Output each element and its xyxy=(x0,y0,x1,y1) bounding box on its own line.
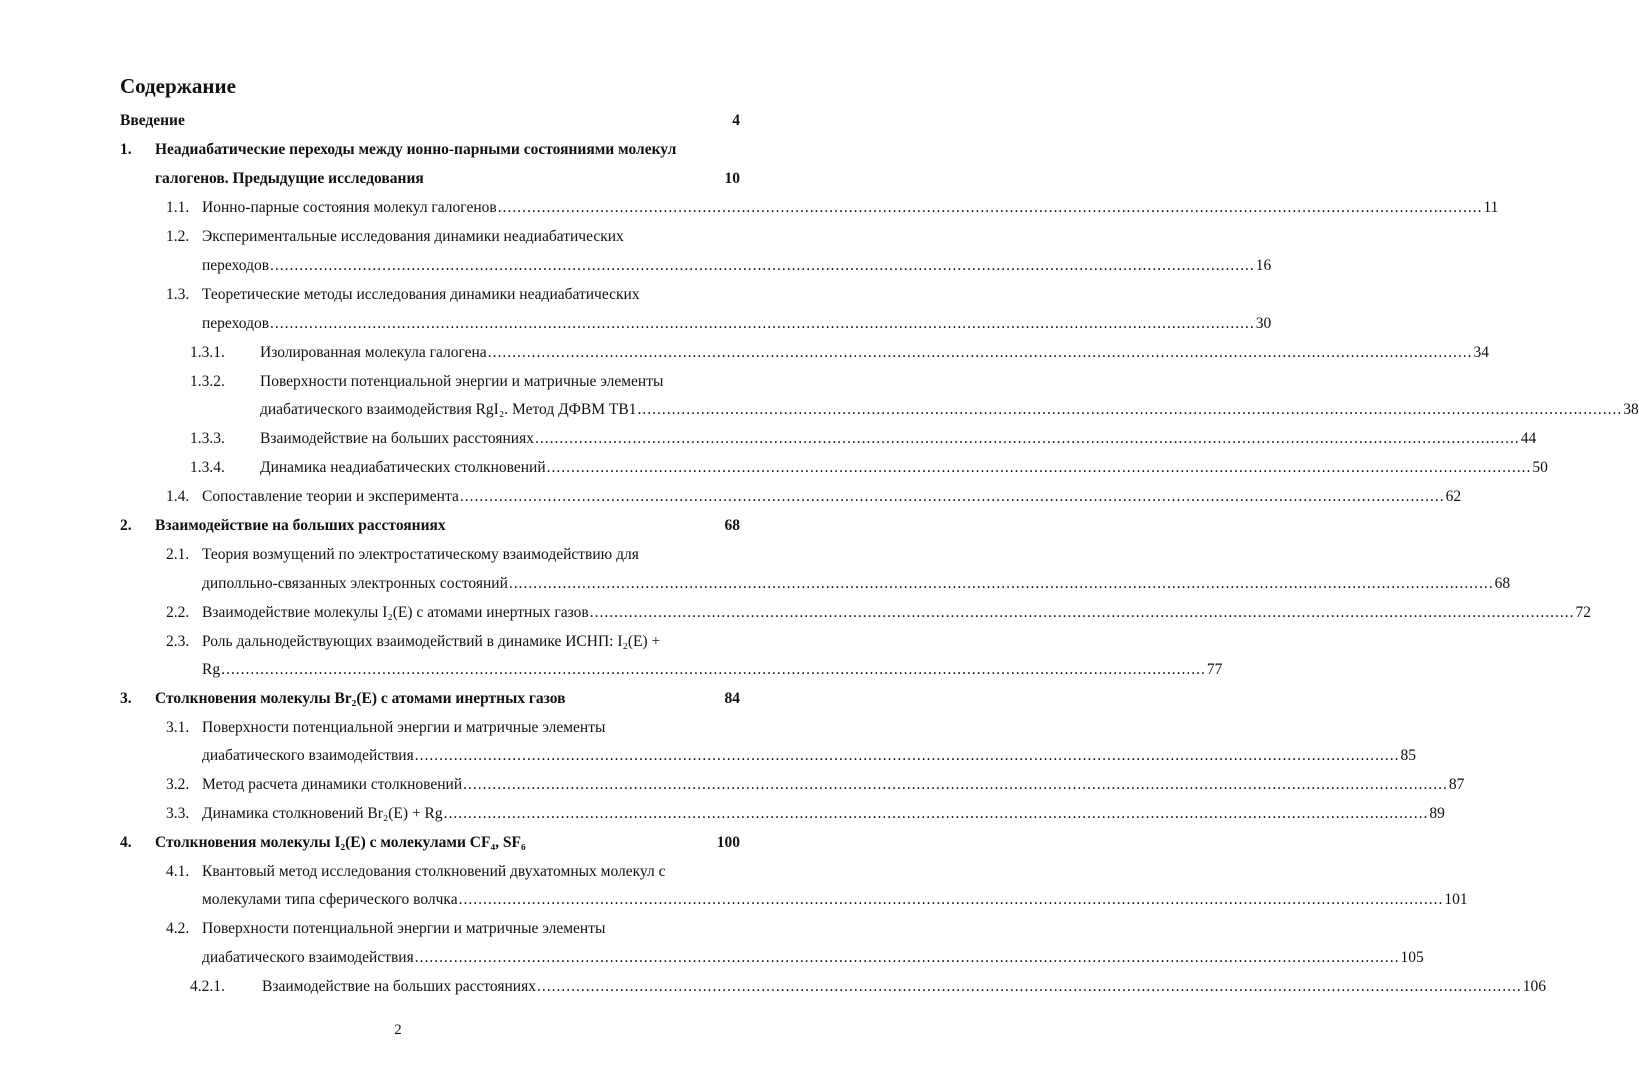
toc-section-1-1 xyxy=(166,198,1499,218)
toc-entry-number: 4.2. xyxy=(166,920,190,937)
toc-entry-page: 68 xyxy=(724,517,740,534)
toc-entry-title: Динамика неадиабатических столкновений xyxy=(260,459,546,476)
toc-entry-number: 3.3. xyxy=(166,805,190,822)
toc-entry-page: 34 xyxy=(1473,344,1489,361)
toc-entry-page: 44 xyxy=(1520,430,1537,447)
toc-entry-number: 1.3.2. xyxy=(190,373,225,390)
page-title: Содержание xyxy=(120,74,236,98)
toc-entry-number: 2. xyxy=(120,517,132,534)
toc-entry-title: Взаимодействие на больших расстояниях xyxy=(260,430,534,447)
toc-entry-title: переходов xyxy=(202,257,270,274)
toc-entry-page: 84 xyxy=(724,690,740,707)
toc-entry-title: Ионно-парные состояния молекул галогенов xyxy=(202,199,497,216)
toc-section-1-2-cont xyxy=(202,256,1272,276)
toc-chapter-2 xyxy=(120,516,740,536)
toc-entry-title: переходов xyxy=(202,315,270,332)
toc-section-1-3-cont xyxy=(202,314,1272,334)
toc-subsection-1-3-3 xyxy=(190,429,1537,449)
toc-entry-page: 10 xyxy=(724,170,740,187)
toc-entry-title: Rg xyxy=(202,661,221,678)
toc-section-2-3-cont xyxy=(202,660,1223,680)
toc-leader: .......................................................................................................................................................................................................... xyxy=(458,891,1444,908)
toc-entry-page: 101 xyxy=(1444,891,1468,908)
toc-section-2-1-cont xyxy=(202,574,1511,594)
toc-section-2-3 xyxy=(166,632,740,652)
toc-entry-title: Взаимодействие на больших расстояниях xyxy=(262,978,536,995)
toc-entry-number: 2.1. xyxy=(166,546,190,563)
toc-entry-title: галогенов. Предыдущие исследования xyxy=(155,170,424,187)
toc-entry-page: 11 xyxy=(1483,199,1499,216)
toc-entry-title: Столкновения молекулы I₂(E) с молекулами CF₄, SF₆ xyxy=(155,834,526,851)
toc-entry-title: Квантовый метод исследования столкновений двухатомных молекул с xyxy=(202,863,666,880)
toc-leader: .......................................................................................................................................................................................................... xyxy=(534,430,1520,447)
toc-entry-number: 4.2.1. xyxy=(190,978,225,995)
toc-leader: .......................................................................................................................................................................................................... xyxy=(589,604,1575,621)
toc-entry-title: диабатического взаимодействия xyxy=(202,747,414,764)
toc-entry-number: 4. xyxy=(120,834,132,851)
toc-entry-page: 62 xyxy=(1445,488,1462,505)
toc-entry-page: 68 xyxy=(1494,575,1511,592)
toc-section-4-1 xyxy=(166,862,740,882)
toc-entry-page: 87 xyxy=(1448,776,1465,793)
toc-section-3-1 xyxy=(166,718,740,738)
toc-entry-number: 1.3.3. xyxy=(190,430,225,447)
page-number: 2 xyxy=(394,1022,402,1038)
toc-leader: .......................................................................................................................................................................................................... xyxy=(459,488,1445,505)
toc-subsection-1-3-1 xyxy=(190,343,1489,363)
toc-entry-title: диабатического взаимодействия xyxy=(202,949,414,966)
toc-entry-title: Изолированная молекула галогена xyxy=(260,344,487,361)
toc-section-2-1 xyxy=(166,545,740,565)
toc-entry-page: 77 xyxy=(1206,661,1223,678)
toc-section-1-4 xyxy=(166,487,1462,507)
toc-leader: .......................................................................................................................................................................................................... xyxy=(414,747,1400,764)
toc-leader: .......................................................................................................................................................................................................... xyxy=(463,776,1448,793)
toc-entry-page: 85 xyxy=(1400,747,1416,764)
toc-entry-number: 1.1. xyxy=(166,199,190,216)
toc-chapter-3 xyxy=(120,689,740,709)
toc-leader: .......................................................................................................................................................................................................... xyxy=(221,661,1206,678)
toc-entry-number: 1.4. xyxy=(166,488,190,505)
toc-leader: .......................................................................................................................................................................................................... xyxy=(536,978,1522,995)
toc-entry-page: 4 xyxy=(732,112,740,129)
toc-entry-number: 2.2. xyxy=(166,604,190,621)
toc-section-4-1-cont xyxy=(202,890,1468,910)
toc-entry-title: Сопоставление теории и эксперимента xyxy=(202,488,459,505)
toc-entry-page: 89 xyxy=(1429,805,1445,822)
toc-entry-number: 1.3.1. xyxy=(190,344,225,361)
toc-entry-intro xyxy=(120,111,740,131)
toc-chapter-1-cont xyxy=(155,169,740,189)
toc-section-4-2-cont xyxy=(202,948,1424,968)
toc-entry-page: 106 xyxy=(1522,978,1546,995)
toc-leader: .......................................................................................................................................................................................................... xyxy=(443,805,1429,822)
toc-entry-page: 105 xyxy=(1400,949,1424,966)
toc-leader: .......................................................................................................................................................................................................... xyxy=(546,459,1532,476)
toc-entry-title: Неадиабатические переходы между ионно-парными состояниями молекул xyxy=(155,141,677,158)
toc-section-3-1-cont xyxy=(202,746,1416,766)
toc-subsection-4-2-1 xyxy=(190,977,1546,997)
toc-entry-number: 1.3. xyxy=(166,286,190,303)
toc-leader: .......................................................................................................................................................................................................... xyxy=(414,949,1400,966)
toc-section-1-3 xyxy=(166,285,740,305)
toc-entry-page: 72 xyxy=(1575,604,1591,621)
toc-entry-number: 3.1. xyxy=(166,719,190,736)
toc-entry-title: Взаимодействие на больших расстояниях xyxy=(155,517,446,534)
toc-entry-title: Введение xyxy=(120,112,185,129)
toc-entry-title: Взаимодействие молекулы I₂(E) с атомами инертных газов xyxy=(202,604,589,621)
toc-entry-page: 100 xyxy=(716,834,740,851)
toc-entry-title: Поверхности потенциальной энергии и матричные элементы xyxy=(260,373,664,390)
toc-entry-number: 4.1. xyxy=(166,863,190,880)
toc-chapter-4 xyxy=(120,833,740,853)
toc-entry-page: 38 xyxy=(1623,401,1639,418)
toc-leader: .......................................................................................................................................................................................................... xyxy=(508,575,1494,592)
toc-entry-number: 1.2. xyxy=(166,228,190,245)
toc-leader: .......................................................................................................................................................................................................... xyxy=(270,315,1255,332)
toc-section-4-2 xyxy=(166,919,740,939)
toc-entry-title: Роль дальнодействующих взаимодействий в динамике ИСНП: I₂(E) + xyxy=(202,633,661,650)
toc-entry-number: 3.2. xyxy=(166,776,190,793)
toc-entry-title: Метод расчета динамики столкновений xyxy=(202,776,463,793)
toc-entry-number: 1.3.4. xyxy=(190,459,225,476)
toc-subsection-1-3-4 xyxy=(190,458,1548,478)
toc-leader: .......................................................................................................................................................................................................... xyxy=(637,401,1623,418)
toc-entry-title: Поверхности потенциальной энергии и матричные элементы xyxy=(202,920,606,937)
toc-entry-title: Теоретические методы исследования динамики неадиабатических xyxy=(202,286,640,303)
toc-section-1-2 xyxy=(166,227,740,247)
toc-leader: .......................................................................................................................................................................................................... xyxy=(497,199,1483,216)
toc-entry-title: молекулами типа сферического волчка xyxy=(202,891,458,908)
toc-chapter-1 xyxy=(120,140,740,160)
toc-entry-title: диабатического взаимодействия RgI₂. Метод ДФВМ ТВ1 xyxy=(260,401,637,418)
toc-leader: .......................................................................................................................................................................................................... xyxy=(487,344,1473,361)
toc-leader: .......................................................................................................................................................................................................... xyxy=(270,257,1255,274)
toc-entry-title: Столкновения молекулы Br₂(E) с атомами инертных газов xyxy=(155,690,566,707)
toc-entry-number: 2.3. xyxy=(166,633,190,650)
toc-entry-title: Теория возмущений по электростатическому взаимодействию для xyxy=(202,546,639,563)
toc-section-3-2 xyxy=(166,775,1465,795)
toc-section-3-3 xyxy=(166,804,1445,824)
toc-entry-title: Поверхности потенциальной энергии и матричные элементы xyxy=(202,719,606,736)
toc-entry-page: 50 xyxy=(1532,459,1548,476)
toc-entry-title: Экспериментальные исследования динамики неадиабатических xyxy=(202,228,624,245)
toc-entry-page: 30 xyxy=(1255,315,1272,332)
toc-entry-page: 16 xyxy=(1255,257,1272,274)
toc-subsection-1-3-2 xyxy=(190,372,740,392)
toc-entry-number: 3. xyxy=(120,690,132,707)
toc-entry-number: 1. xyxy=(120,141,132,158)
toc-entry-title: Динамика столкновений Br₂(E) + Rg xyxy=(202,805,443,822)
toc-section-2-2 xyxy=(166,603,1591,623)
toc-entry-title: диполльно-связанных электронных состояний xyxy=(202,575,508,592)
toc-subsection-1-3-2-cont xyxy=(260,400,1639,420)
